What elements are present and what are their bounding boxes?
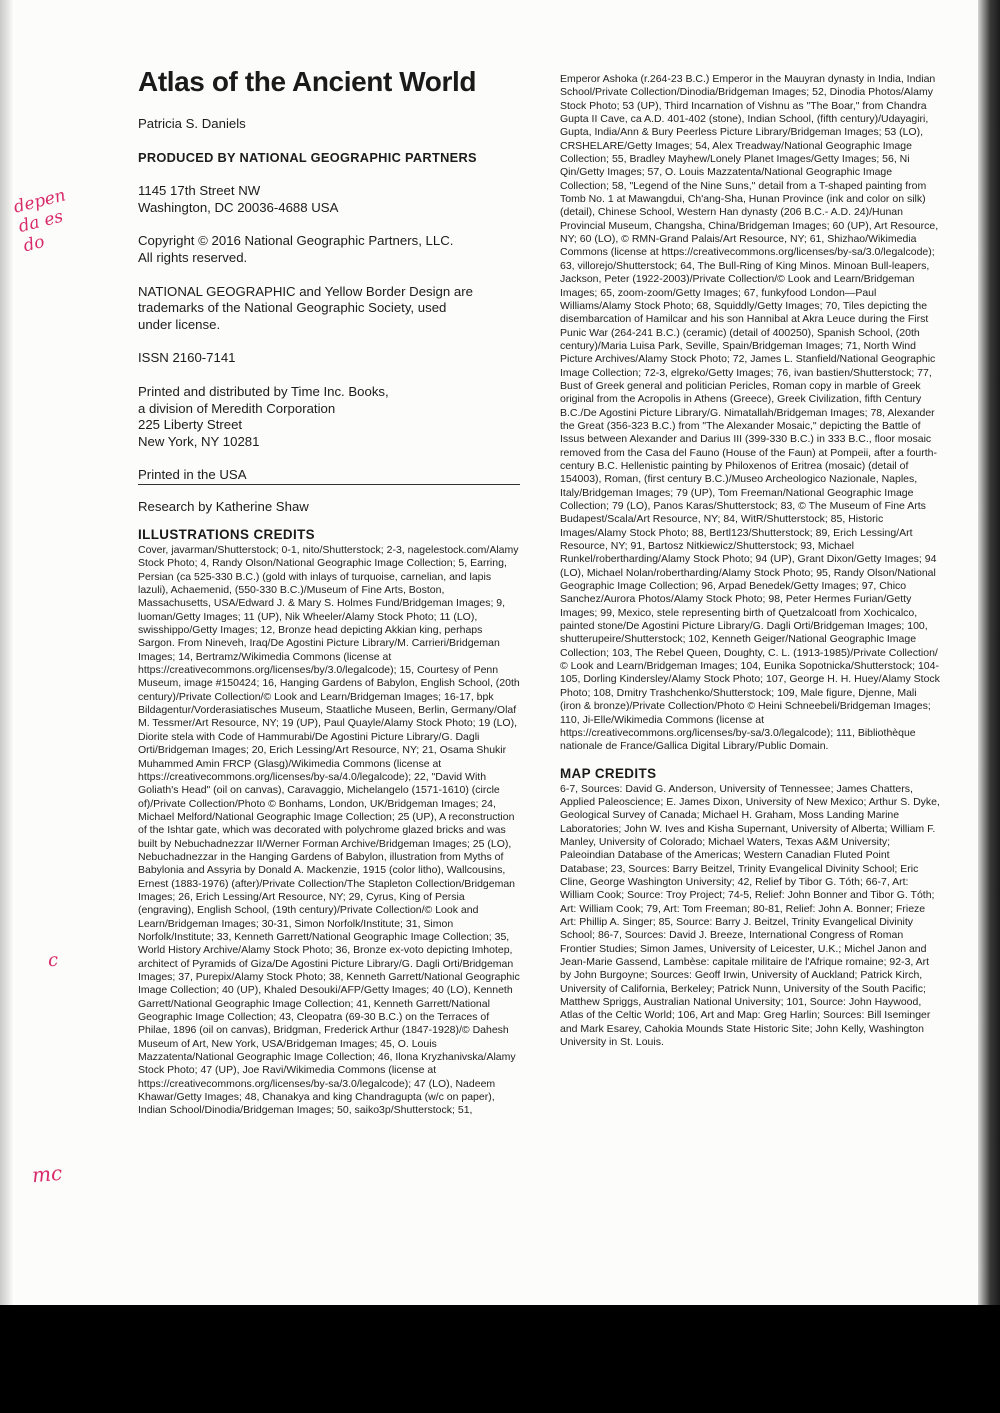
illustrations-credits-column xyxy=(138,527,520,1118)
map-credits-heading: MAP CREDITS xyxy=(560,765,657,781)
illustrations-credits-heading: ILLUSTRATIONS CREDITS xyxy=(138,527,316,542)
author-name: Patricia S. Daniels xyxy=(138,116,246,131)
distributor-line-2: a division of Meredith Corporation xyxy=(138,400,336,416)
illustrations-credits-text: Cover, javarman/Shutterstock; 0-1, nito/Shutterstock; 2-3, nagelestock.com/Alamy Stock Photo; 4, Randy Olson/National Geographic Image Collection; 5, Earring, Persian (ca 525-330 B.C.) (gold with inlays of turquoise, carnelian, and lapis lazuli), Achaemenid, (550-330 B.C.)/Museum of Fine Arts, Boston, Massachusetts, USA/Edward J. & Mary S. Holmes Fund/Bridgeman Images; 9, luoman/Getty Images; 11 (UP), Nik Wheeler/Alamy Stock Photo; 11 (LO), swisshippo/Getty Images; 12, Bronze head depicting Akkian king, perhaps Sargon. From Nineveh, Iraq/De Agostini Picture Library/M. Carrieri/Bridgeman Images; 14, Bertramz/Wikimedia Commons (license at https://creativecommons.org/licenses/by/3.0/legalcode); 15, Courtesy of Penn Museum, image #150424; 16, Hanging Gardens of Babylon, English School, (20th century)/Private Collection/© Look and Learn/Bridgeman Images; 16-17, bpk Bildagentur/Vorderasiatisches Museum, Staatliche Museen, Berlin, Germany/Olaf M. Tessmer/Art Resource, NY; 19 (UP), Paul Quayle/Alamy Stock Photo; 19 (LO), Diorite stela with Code of Hammurabi/De Agostini Picture Library/G. Dagli Orti/Bridgeman Images; 20, Erich Lessing/Art Resource, NY; 21, Osama Shukir Muhammed Amin FRCP (Glasg)/Wikimedia Commons (license at https://creativecommons.org/licenses/by-sa/4.0/legalcode); 22, "David With Goliath's Head" (oil on canvas), Caravaggio, Michelangelo (1571-1610) (circle of)/Private Collection/Photo © Bonhams, London, UK/Bridgeman Images; 24, Michael Melford/National Geographic Image Collection; 25 (UP), A reconstruction of the Ishtar gate, which was decorated with polychrome glazed bricks and was built by Nebuchadnezzar II/Werner Forman Archive/Bridgeman Images; 25 (LO), Nebuchadnezzar in the Hanging Gardens of Babylon, illustration from Myths of Babylonia and Assyria by Donald A. Mackenzie, 1915 (color litho), Wallcousins, Ernest (1883-1976) (after)/Private Collection/The Stapleton Collection/Bridgeman Images; 26, Erich Lessing/Art Resource, NY; 29, Cyrus, King of Persia (engraving), English School, (19th century)/Private Collection/© Look and Learn/Bridgeman Images; 30-31, Simon Norfolk/Institute; 31, Simon Norfolk/Institute; 33, Kenneth Garrett/National Geographic Image Collection; 35, World History Archive/Alamy Stock Photo; 36, Bronze ex-voto depicting Imhotep, architect of Pyramids of Giza/De Agostini Picture Library/G. Dagli Orti/Bridgeman Images; 37, Purepix/Alamy Stock Photo; 38, Kenneth Garrett/National Geographic Image Collection; 40 (UP), Khaled Desouki/AFP/Getty Images; 40 (LO), Kenneth Garrett/National Geographic Image Collection; 41, Kenneth Garrett/National Geographic Image Collection; 43, Cleopatra (69-30 B.C.) on the Terraces of Philae, 1896 (oil on canvas), Bridgman, Frederick Arthur (1847-1928)/© Dahesh Museum of Art, New York, USA/Bridgeman Images; 45, O. Louis Mazzatenta/National Geographic Image Collection; 46, Ilona Kryzhanivska/Alamy Stock Photo; 47 (UP), Joe Ravi/Wikimedia Commons (license at https://creativecommons.org/licenses/by-sa/3.0/legalcode); 47 (LO), Nadeem Khawar/Getty Images; 48, Chanakya and king Chandragupta (w/c on paper), Indian School/Dinodia/Bridgeman Images; 50, saiko3p/Shutterstock; 51, xyxy=(138,544,520,1117)
copyright-line-1: Copyright © 2016 National Geographic Partners, LLC. xyxy=(138,233,454,249)
trademark-line-2: trademarks of the National Geographic Society, used xyxy=(138,300,447,316)
distributor-line-1: Printed and distributed by Time Inc. Books, xyxy=(138,383,389,399)
illustrations-credits-continued: Emperor Ashoka (r.264-23 B.C.) Emperor in the Mauyran dynasty in India, Indian School/Private Collection/Dinodia/Bridgeman Images; 52, Dinodia Photos/Alamy Stock Photo; 53 (UP), Third Incarnation of Vishnu as "The Boar," from Chandra Gupta II Cave, ca A.D. 401-402 (stone), Indian School, (fifth century)/Udayagiri, Gupta, India/Ann & Bury Peerless Picture Library/Bridgeman Images; 53 (LO), CRSHELARE/Getty Images; 54, Alex Treadway/National Geographic Image Collection; 55, Bradley Mayhew/Lonely Planet Images/Getty Images; 56, Ni Qin/Getty Images; 57, O. Louis Mazzatenta/National Geographic Image Collection; 58, "Legend of the Nine Suns," detail from a T-shaped painting from Tomb No. 1 at Mawangdui, Ch'ang-Sha, Hunan Province (ink and color on silk) (detail), Chinese School, Western Han dynasty (206 B.C.- A.D. 24)/Hunan Provincial Museum, Changsha, China/Bridgeman Images; 60 (UP), Art Resource, NY; 60 (LO), © RMN-Grand Palais/Art Resource, NY; 61, Shizhao/Wikimedia Commons (license at https://creativecommons.org/licenses/by-sa/3.0/legalcode); 63, villorejo/Shutterstock; 64, The Bull-Ring of King Minos. Minoan Bull-leapers, Jackson, Peter (1922-2003)/Private Collection/© Look and Learn/Bridgeman Images; 65, zoom-zoom/Getty Images; 67, funkyfood London—Paul Williams/Alamy Stock Photo; 68, Squiddly/Getty Images; 70, Tiles depicting the disembarcation of Hamilcar and his son Hannibal at Akra Leuce during the First Punic War (264-241 B.C.) (ceramic) (detail of 400250), Spanish School, (20th century)/Maria Luisa Park, Seville, Spain/Bridgeman Images; 71, North Wind Picture Archives/Alamy Stock Photo; 72, James L. Stanfield/National Geographic Image Collection; 72-3, elgreko/Getty Images; 76, ivan bastien/Shutterstock; 77, Bust of Greek general and politician Pericles, Roman copy in marble of Greek original from the Acropolis in Athens (Greece), Greek Civilization, fifth Century B.C./De Agostini Picture Library/G. Nimatallah/Bridgeman Images; 78, Alexander the Great (356-323 B.C.) from "The Alexander Mosaic," depicting the Battle of Issus between Alexander and Darius III (399-330 B.C.) in 333 B.C., floor mosaic removed from the Casa del Fauno (House of the Faun) at Pompeii, after a fourth-century B.C. Hellenistic painting by Philoxenos of Eritrea (mosaic) (detail of 154003), Roman, (first century B.C.)/Museo Archeologico Nazionale, Naples, Italy/Bridgeman Images; 79 (UP), Tom Freeman/National Geographic Image Collection; 79 (LO), Panos Karas/Shutterstock; 83, © The Museum of Fine Arts Budapest/Scala/Art Resource, NY; 84, WitR/Shutterstock; 85, Historic Images/Alamy Stock Photo; 88, Bertl123/Shutterstock; 89, Erich Lessing/Art Resource, NY; 91, Bartosz Nitkiewicz/Shutterstock; 93, Michael Runkel/robertharding/Alamy Stock Photo; 94 (UP), Grant Dixon/Getty Images; 94 (LO), Michael Nolan/robertharding/Alamy Stock Photo; 95, Randy Olson/National Geographic Image Collection; 96, Arpad Benedek/Getty Images; 97, Chico Sanchez/Aurora Photos/Alamy Stock Photo; 98, Peter Hermes Furian/Getty Images; 99, Mexico, stele representing birth of Quetzalcoatl from Xochicalco, painted stone/De Agostini Picture Library/G. Dagli Orti/Bridgeman Images; 100, shutterupeire/Shutterstock; 102, Kenneth Geiger/National Geographic Image Collection; 103, The Rebel Queen, Doughty, C. L. (1913-1985)/Private Collection/© Look and Learn/Bridgeman Images; 104, Eunika Sopotnicka/Shutterstock; 104-105, Dorling Kindersley/Alamy Stock Photo; 107, George H. H. Huey/Alamy Stock Photo; 108, Dmitry Trashchenko/Shutterstock; 109, Male figure, Djenne, Mali (iron & bronze)/Private Collection/Photo © Heini Schneebeli/Bridgeman Images; 110, Ji-Elle/Wikimedia Commons (license at https://creativecommons.org/licenses/by-sa/3.0/legalcode); 111, Bibliothèque nationale de France/Gallica Digital Library/Public Domain. xyxy=(560,73,940,753)
divider-rule xyxy=(138,484,520,485)
copyright-line-2: All rights reserved. xyxy=(138,249,248,265)
scan-bottom-margin xyxy=(0,1305,1000,1413)
handwritten-note-margin: depen da es do xyxy=(11,185,68,257)
address-line-1: 1145 17th Street NW xyxy=(138,183,261,199)
trademark-line-1: NATIONAL GEOGRAPHIC and Yellow Border Design are xyxy=(138,283,473,299)
map-credits-text: 6-7, Sources: David G. Anderson, University of Tennessee; James Chatters, Applied Paleoscience; E. James Dixon, University of New Mexico; Arthur S. Dyke, Geological Survey of Canada; Michael H. Graham, Moss Landing Marine Laboratories; John W. Ives and Kisha Supernant, University of Alberta; William F. Manley, University of Colorado; Michael Waters, Texas A&M University; Paleoindian Database of the Americas; Western Canadian Fluted Point Database; 23, Sources: Barry Beitzel, Trinity Evangelical Divinity School; Eric Cline, George Washington University; 42, Relief by Tibor G. Tóth; 66-7, Art: William Cook; Source: Troy Project; 74-5, Relief: John Bonner and Tibor G. Tóth; Art: William Cook; 79, Art: Tom Freeman; 80-81, Relief: John A. Bonner; Frieze Art: Phillip A. Singer; 85, Source: Barry J. Beitzel, Trinity Evangelical Divinity School; 86-7, Sources: David J. Breeze, International Congress of Roman Frontier Studies; Simon James, University of Leicester, U.K.; Michel Janon and Jean-Marie Gassend, Lambèse: capitale militaire de l'Afrique romaine; 92-3, Art by John Burgoyne; Sources: Geoff Irwin, University of Auckland; Patrick Kirch, University of California, Berkeley; Patrick Nunn, University of the South Pacific; Matthew Spriggs, Australian National University; 101, Source: John Haywood, Atlas of the Celtic World; 106, Art and Map: Greg Harlin; Sources: Bill Iseminger and Mark Esarey, Cahokia Mounds State Historic Site; John Kelly, Washington University in St. Louis. xyxy=(560,782,940,1049)
distributor-line-3: 225 Liberty Street xyxy=(138,417,243,433)
printed-in: Printed in the USA xyxy=(138,467,247,483)
issn: ISSN 2160-7141 xyxy=(138,350,236,366)
handwritten-note-c: c xyxy=(47,949,59,972)
scan-page-edge-right xyxy=(978,0,1000,1305)
book-title: Atlas of the Ancient World xyxy=(138,66,477,97)
scan-page-edge-left xyxy=(0,0,14,1305)
imprint-block xyxy=(138,116,523,484)
distributor-line-4: New York, NY 10281 xyxy=(138,433,260,449)
trademark-line-3: under license. xyxy=(138,316,221,332)
handwritten-note-mc: mc xyxy=(31,1160,64,1188)
credits-right-column xyxy=(560,73,940,1049)
research-credit: Research by Katherine Shaw xyxy=(138,499,309,514)
producer-line: PRODUCED BY NATIONAL GEOGRAPHIC PARTNERS xyxy=(138,149,477,165)
address-line-2: Washington, DC 20036-4688 USA xyxy=(138,199,339,215)
